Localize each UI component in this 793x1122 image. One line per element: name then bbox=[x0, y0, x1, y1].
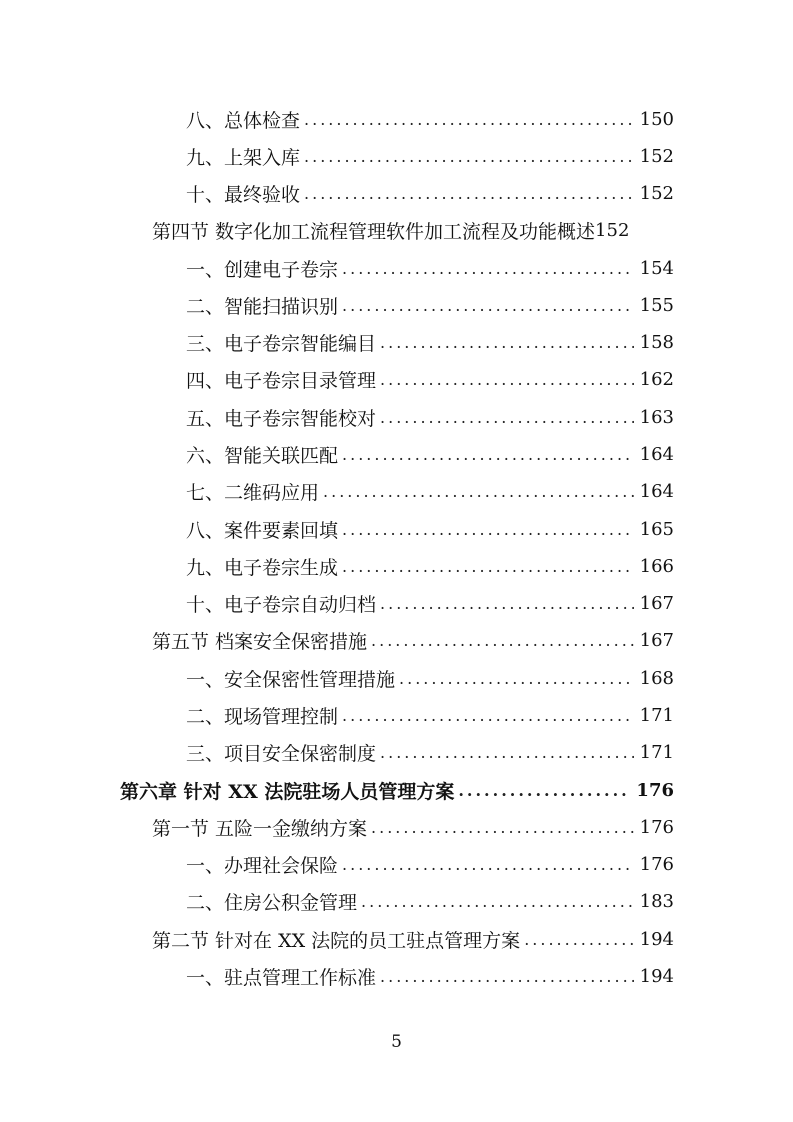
toc-entry-page: 171 bbox=[639, 742, 674, 763]
toc-entry[interactable] bbox=[186, 473, 674, 510]
toc-entry-title: 第六章 针对 XX 法院驻场人员管理方案 bbox=[120, 781, 455, 803]
toc-entry-page: 164 bbox=[639, 444, 674, 465]
toc-entry-title: 第四节 数字化加工流程管理软件加工流程及功能概述 bbox=[152, 221, 596, 243]
toc-entry[interactable] bbox=[186, 734, 674, 771]
toc-entry-page: 152 bbox=[595, 220, 630, 241]
toc-entry[interactable] bbox=[186, 697, 674, 734]
toc-leader-dots bbox=[338, 520, 634, 539]
toc-entry-title: 一、办理社会保险 bbox=[186, 855, 339, 877]
toc-leader-dots bbox=[376, 743, 634, 762]
toc-leader-dots bbox=[300, 110, 634, 129]
toc-entry-page: 171 bbox=[639, 705, 674, 726]
toc-leader-dots bbox=[300, 184, 634, 203]
toc-entry-title: 第二节 针对在 XX 法院的员工驻点管理方案 bbox=[152, 930, 521, 952]
toc-leader-dots bbox=[376, 967, 634, 986]
toc-leader-dots bbox=[338, 296, 634, 315]
toc-entry[interactable] bbox=[186, 138, 674, 175]
toc-entry-title: 九、上架入库 bbox=[186, 147, 301, 169]
toc-leader-dots bbox=[454, 781, 630, 800]
toc-entry[interactable] bbox=[186, 175, 674, 212]
toc-entry-title: 十、最终验收 bbox=[186, 184, 301, 206]
toc-entry-page: 163 bbox=[639, 407, 674, 428]
toc-entry-title: 九、电子卷宗生成 bbox=[186, 557, 339, 579]
toc-entry-title: 八、案件要素回填 bbox=[186, 520, 339, 542]
toc-leader-dots bbox=[367, 818, 634, 837]
toc-section-entry[interactable] bbox=[152, 622, 674, 659]
toc-leader-dots bbox=[367, 631, 634, 650]
toc-leader-dots bbox=[338, 445, 634, 464]
toc-leader-dots bbox=[376, 594, 634, 613]
toc-entry-page: 165 bbox=[639, 519, 674, 540]
toc-leader-dots bbox=[376, 408, 634, 427]
toc-leader-dots bbox=[338, 855, 634, 874]
toc-entry-title: 七、二维码应用 bbox=[186, 482, 320, 504]
toc-entry[interactable] bbox=[186, 958, 674, 995]
toc-leader-dots bbox=[300, 147, 634, 166]
toc-entry-page: 154 bbox=[639, 258, 674, 279]
toc-entry-page: 167 bbox=[639, 630, 674, 651]
toc-entry-page: 194 bbox=[639, 929, 674, 950]
toc-entry-page: 176 bbox=[636, 780, 674, 801]
toc-entry-page: 194 bbox=[639, 966, 674, 987]
toc-entry[interactable] bbox=[186, 548, 674, 585]
toc-leader-dots bbox=[338, 706, 634, 725]
toc-entry[interactable] bbox=[186, 287, 674, 324]
toc-entry-title: 第一节 五险一金缴纳方案 bbox=[152, 818, 368, 840]
toc-entry-page: 155 bbox=[639, 295, 674, 316]
toc-entry-page: 152 bbox=[639, 146, 674, 167]
toc-entry-title: 二、住房公积金管理 bbox=[186, 892, 358, 914]
toc-entry-title: 一、安全保密性管理措施 bbox=[186, 669, 396, 691]
toc-entry-page: 183 bbox=[639, 891, 674, 912]
toc-entry[interactable] bbox=[186, 324, 674, 361]
toc-entry-page: 164 bbox=[639, 481, 674, 502]
toc-entry[interactable] bbox=[186, 436, 674, 473]
toc-entry-page: 150 bbox=[639, 109, 674, 130]
toc-entry-title: 二、现场管理控制 bbox=[186, 706, 339, 728]
toc-entry-title: 四、电子卷宗目录管理 bbox=[186, 370, 377, 392]
toc-leader-dots bbox=[376, 333, 634, 352]
toc-entry-page: 158 bbox=[639, 332, 674, 353]
toc-entry-title: 三、电子卷宗智能编目 bbox=[186, 333, 377, 355]
toc-entry-title: 一、驻点管理工作标准 bbox=[186, 967, 377, 989]
toc-entry-page: 167 bbox=[639, 593, 674, 614]
toc-entry[interactable] bbox=[186, 250, 674, 287]
toc-entry[interactable] bbox=[186, 846, 674, 883]
toc-leader-dots bbox=[357, 892, 634, 911]
toc-entry[interactable] bbox=[186, 585, 674, 622]
toc-entry-title: 五、电子卷宗智能校对 bbox=[186, 408, 377, 430]
toc-leader-dots bbox=[376, 370, 634, 389]
toc-leader-dots bbox=[338, 557, 634, 576]
toc-section-entry[interactable] bbox=[152, 921, 674, 958]
toc-entry-title: 十、电子卷宗自动归档 bbox=[186, 594, 377, 616]
toc-entry-title: 一、创建电子卷宗 bbox=[186, 259, 339, 281]
page-number: 5 bbox=[391, 1032, 402, 1052]
toc-entry-page: 152 bbox=[639, 183, 674, 204]
toc-entry-page: 176 bbox=[639, 854, 674, 875]
toc-entry-page: 176 bbox=[639, 817, 674, 838]
toc-entry-page: 166 bbox=[639, 556, 674, 577]
toc-entry[interactable] bbox=[186, 883, 674, 920]
toc-leader-dots bbox=[395, 669, 634, 688]
toc-chapter-entry[interactable] bbox=[120, 772, 674, 809]
toc-entry[interactable] bbox=[186, 399, 674, 436]
toc-entry[interactable] bbox=[186, 361, 674, 398]
toc-leader-dots bbox=[319, 482, 634, 501]
toc-leader-dots bbox=[338, 259, 634, 278]
toc-entry-title: 三、项目安全保密制度 bbox=[186, 743, 377, 765]
toc-leader-dots bbox=[520, 930, 633, 949]
toc-entry-title: 二、智能扫描识别 bbox=[186, 296, 339, 318]
toc-entry-title: 八、总体检查 bbox=[186, 110, 301, 132]
toc-entry[interactable] bbox=[186, 660, 674, 697]
toc-entry-page: 162 bbox=[639, 369, 674, 390]
toc-entry-title: 六、智能关联匹配 bbox=[186, 445, 339, 467]
toc-entry-page: 168 bbox=[639, 668, 674, 689]
toc-section-entry[interactable] bbox=[152, 809, 674, 846]
toc-section-entry[interactable] bbox=[152, 212, 674, 249]
toc-entry[interactable] bbox=[186, 511, 674, 548]
toc-entry-title: 第五节 档案安全保密措施 bbox=[152, 631, 368, 653]
toc-entry[interactable] bbox=[186, 101, 674, 138]
